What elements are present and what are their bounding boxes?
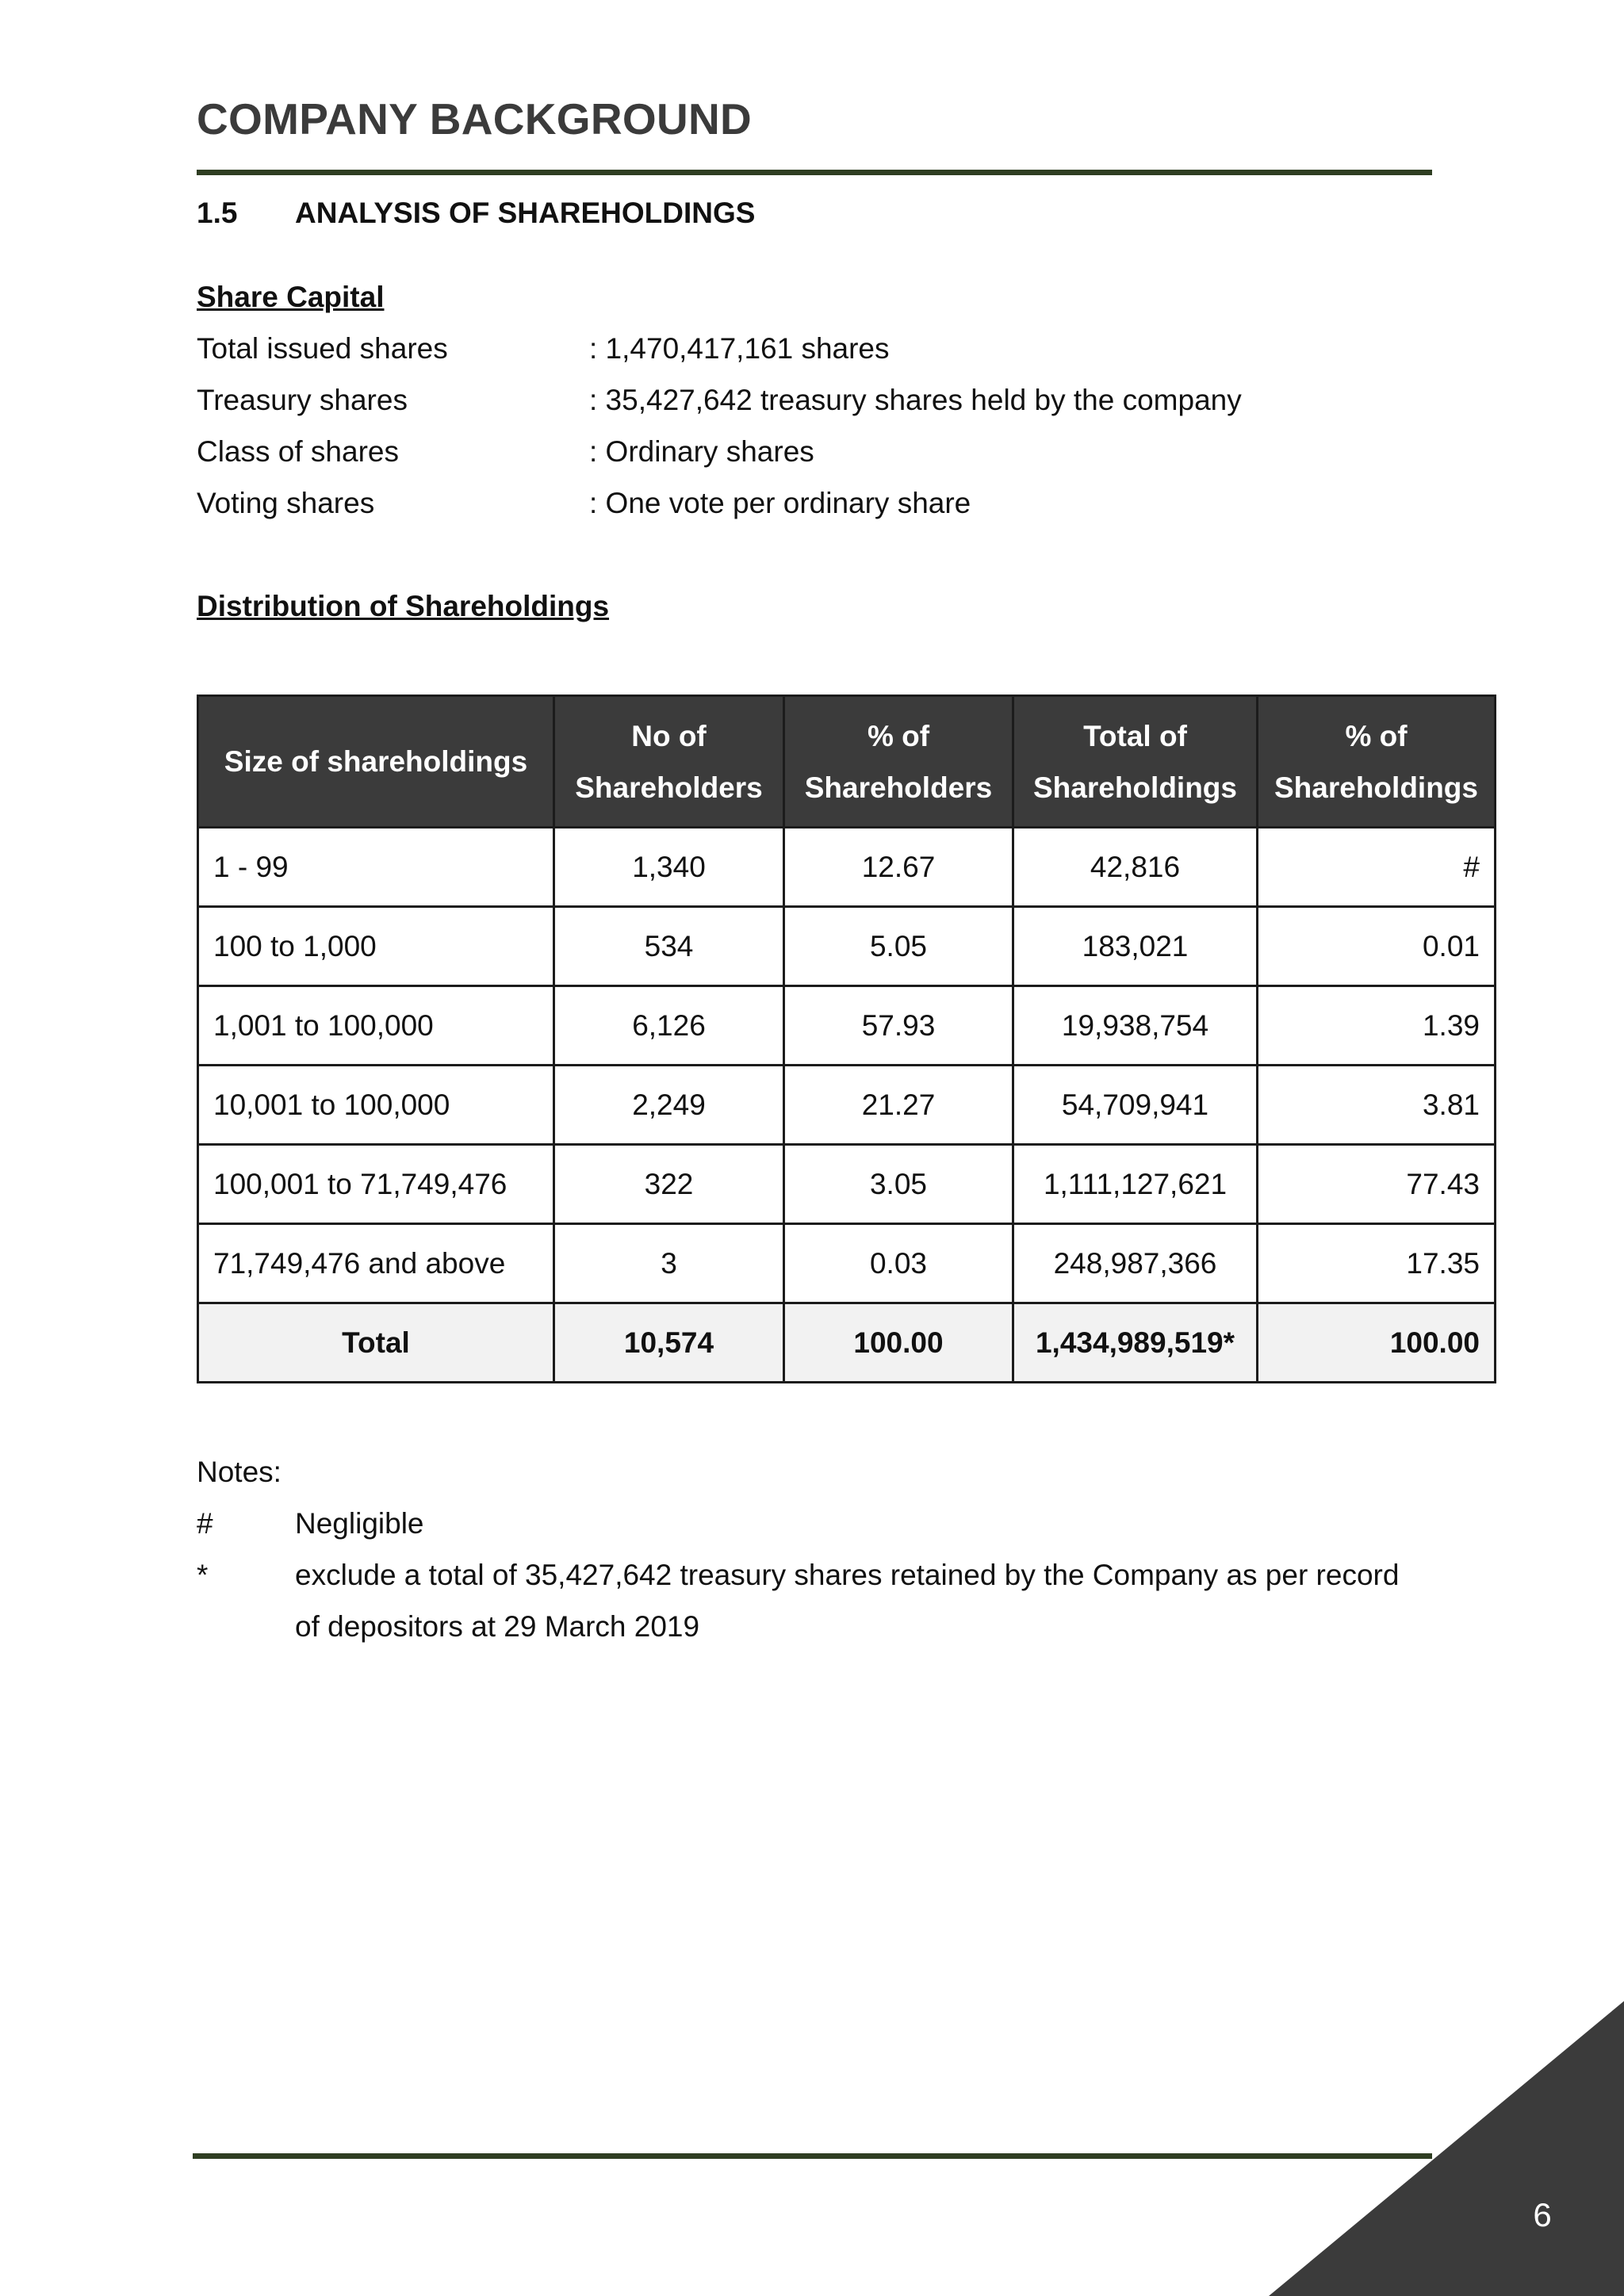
table-cell: 17.35 — [1258, 1224, 1496, 1303]
share-capital-value: : 35,427,642 treasury shares held by the company — [589, 384, 1242, 416]
table-row — [198, 1145, 1496, 1224]
column-header-text: Shareholdings — [1274, 771, 1478, 804]
table-cell: 1,001 to 100,000 — [198, 986, 554, 1066]
table-cell: 534 — [554, 907, 784, 986]
table-cell: 1,111,127,621 — [1013, 1145, 1258, 1224]
column-header-text: Shareholders — [804, 771, 993, 804]
table-cell: # — [1258, 828, 1496, 907]
table-cell: 1 - 99 — [198, 828, 554, 907]
share-capital-value: : Ordinary shares — [589, 435, 814, 468]
table-cell: 3 — [554, 1224, 784, 1303]
table-cell: 54,709,941 — [1013, 1066, 1258, 1145]
note-text: exclude a total of 35,427,642 treasury shares retained by the Company as per record — [295, 1559, 1400, 1591]
table-row — [198, 1224, 1496, 1303]
footer-rule — [193, 2153, 1432, 2159]
page-number: 6 — [1533, 2196, 1552, 2233]
table-cell: 248,987,366 — [1013, 1224, 1258, 1303]
table-cell: 0.03 — [784, 1224, 1013, 1303]
note-text: Negligible — [295, 1507, 424, 1540]
table-row — [198, 828, 1496, 907]
column-header-text: Total of — [1083, 719, 1187, 752]
table-cell: 3.05 — [784, 1145, 1013, 1224]
table-cell: 322 — [554, 1145, 784, 1224]
table-header-row — [198, 696, 1496, 828]
table-cell: 1.39 — [1258, 986, 1496, 1066]
table-row — [198, 1066, 1496, 1145]
share-capital-row — [197, 435, 814, 469]
column-header-pct-shareholdings — [1258, 696, 1496, 828]
column-header-no-of-shareholders — [554, 696, 784, 828]
table-cell: 0.01 — [1258, 907, 1496, 986]
share-capital-heading: Share Capital — [197, 281, 385, 313]
section-number: 1.5 — [197, 197, 238, 229]
note-item-continuation — [197, 1610, 699, 1644]
note-item — [197, 1559, 1399, 1592]
table-cell: 3.81 — [1258, 1066, 1496, 1145]
distribution-table — [197, 695, 1496, 1383]
table-cell: 100,001 to 71,749,476 — [198, 1145, 554, 1224]
total-cell: 1,434,989,519* — [1013, 1303, 1258, 1383]
table-cell: 10,001 to 100,000 — [198, 1066, 554, 1145]
table-cell: 12.67 — [784, 828, 1013, 907]
share-capital-label: Class of shares — [197, 435, 399, 468]
note-item — [197, 1507, 424, 1540]
table-cell: 5.05 — [784, 907, 1013, 986]
total-cell: 10,574 — [554, 1303, 784, 1383]
note-text: of depositors at 29 March 2019 — [295, 1610, 700, 1643]
header-rule — [197, 170, 1432, 175]
share-capital-row — [197, 487, 971, 520]
table-cell: 100 to 1,000 — [198, 907, 554, 986]
corner-triangle — [1269, 2001, 1624, 2296]
table-cell: 71,749,476 and above — [198, 1224, 554, 1303]
share-capital-value: : One vote per ordinary share — [589, 487, 971, 519]
column-header-text: No of — [631, 719, 707, 752]
share-capital-label: Voting shares — [197, 487, 375, 519]
table-cell: 57.93 — [784, 986, 1013, 1066]
table-cell: 42,816 — [1013, 828, 1258, 907]
share-capital-row — [197, 384, 1242, 417]
total-cell: 100.00 — [1258, 1303, 1496, 1383]
column-header-total-shareholdings — [1013, 696, 1258, 828]
note-symbol: * — [197, 1559, 209, 1591]
table-cell: 77.43 — [1258, 1145, 1496, 1224]
table-cell: 21.27 — [784, 1066, 1013, 1145]
column-header-text: Shareholdings — [1033, 771, 1237, 804]
share-capital-value: : 1,470,417,161 shares — [589, 332, 890, 365]
total-label: Total — [198, 1303, 554, 1383]
column-header-text: % of — [867, 719, 930, 752]
table-row — [198, 986, 1496, 1066]
table-cell: 1,340 — [554, 828, 784, 907]
distribution-heading: Distribution of Shareholdings — [197, 590, 610, 622]
column-header-text: Shareholders — [575, 771, 763, 804]
notes-heading: Notes: — [197, 1456, 282, 1488]
section-heading — [197, 197, 755, 230]
table-cell: 19,938,754 — [1013, 986, 1258, 1066]
note-symbol: # — [197, 1507, 213, 1540]
table-row — [198, 907, 1496, 986]
section-title: ANALYSIS OF SHAREHOLDINGS — [295, 197, 756, 229]
share-capital-label: Treasury shares — [197, 384, 408, 416]
table-cell: 183,021 — [1013, 907, 1258, 986]
share-capital-row — [197, 332, 890, 365]
total-cell: 100.00 — [784, 1303, 1013, 1383]
column-header-pct-shareholders — [784, 696, 1013, 828]
table-total-row — [198, 1303, 1496, 1383]
share-capital-label: Total issued shares — [197, 332, 448, 365]
page-title: COMPANY BACKGROUND — [197, 94, 753, 144]
column-header-text: % of — [1345, 719, 1408, 752]
column-header-text: Size of shareholdings — [224, 745, 528, 778]
table-cell: 6,126 — [554, 986, 784, 1066]
table-cell: 2,249 — [554, 1066, 784, 1145]
column-header-size — [198, 696, 554, 828]
